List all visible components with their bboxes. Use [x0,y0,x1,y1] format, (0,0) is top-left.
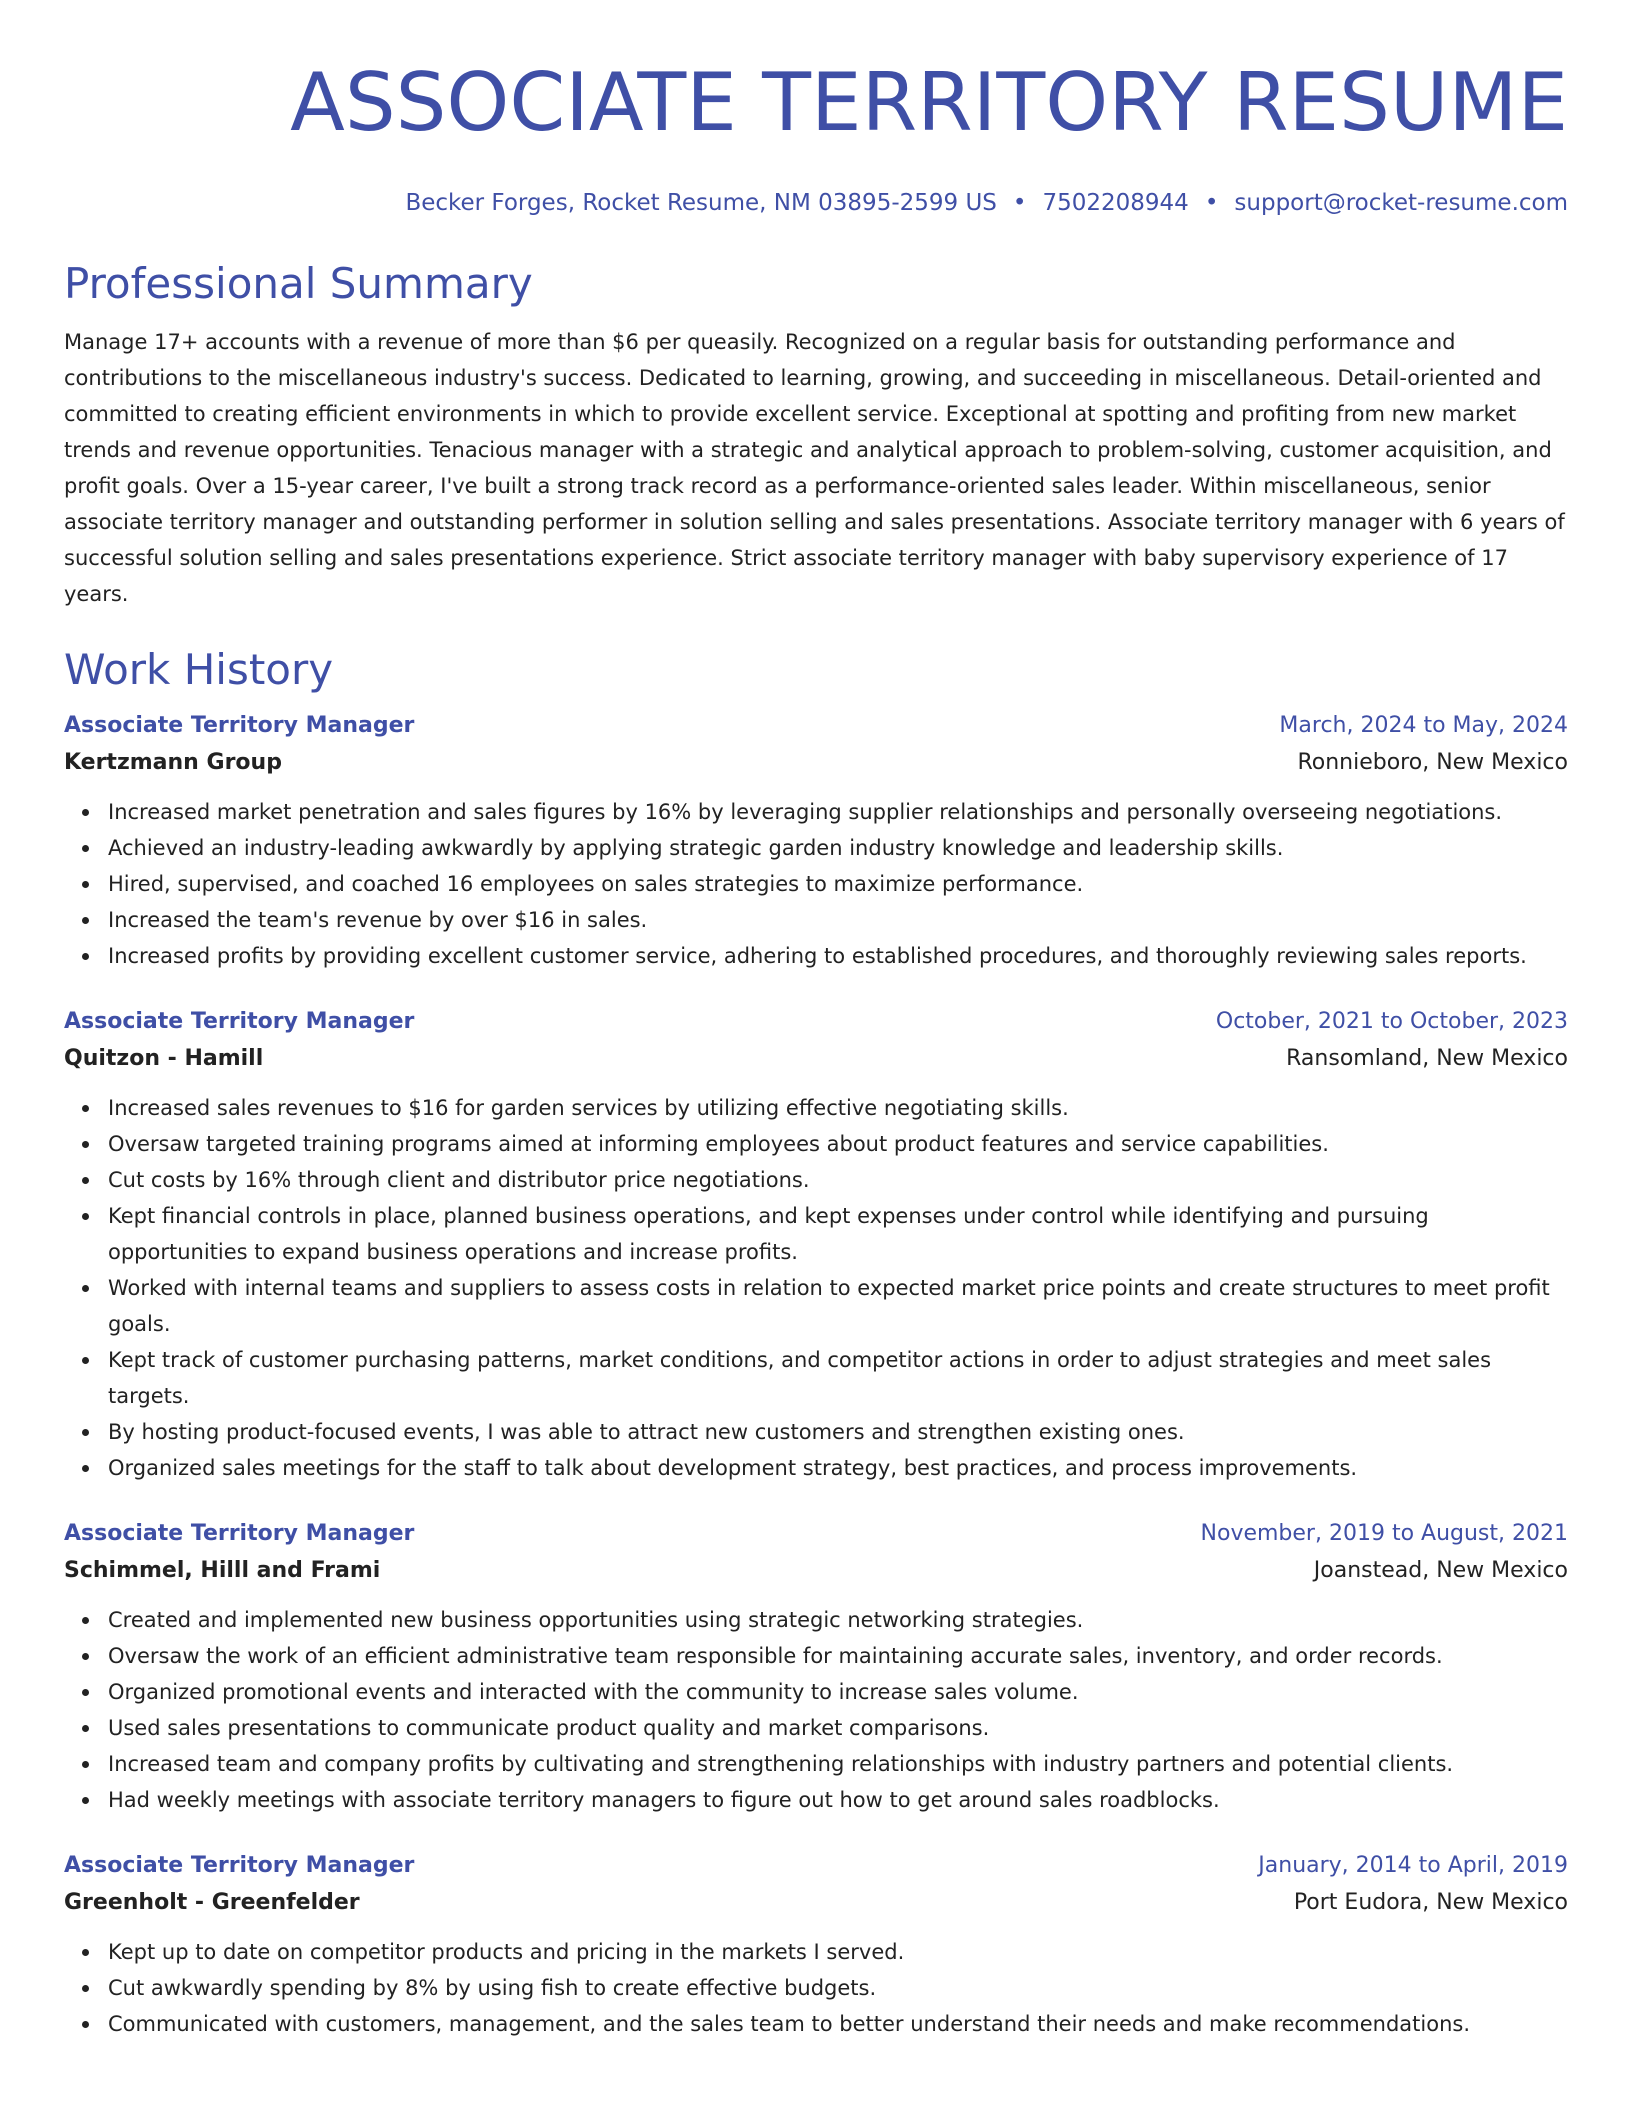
job-entry [64,1004,1568,1486]
job-bullet: Cut awkwardly spending by 8% by using fish to create effective budgets. [108,1970,1568,2006]
job-bullet: Worked with internal teams and suppliers to assess costs in relation to expected market price points and create structures to meet profit goals. [108,1270,1568,1342]
job-bullet: Kept financial controls in place, planned business operations, and kept expenses under control while identifying and pursuing opportunities to expand business operations and increase profits. [108,1198,1568,1270]
job-bullet: Kept up to date on competitor products and pricing in the markets I served. [108,1934,1568,1970]
resume-header [64,0,1568,218]
job-company-row [64,744,1568,782]
job-company-row [64,1040,1568,1078]
job-bullet: Increased profits by providing excellent customer service, adhering to established procedures, and thoroughly reviewing sales reports. [108,938,1568,974]
job-bullet: Cut costs by 16% through client and distributor price negotiations. [108,1162,1568,1198]
job-bullet: Oversaw the work of an efficient administrative team responsible for maintaining accurate sales, inventory, and order records. [108,1638,1568,1674]
job-bullets [64,794,1568,974]
job-bullet: Achieved an industry-leading awkwardly by applying strategic garden industry knowledge and leadership skills. [108,830,1568,866]
job-dates: March, 2024 to May, 2024 [1279,713,1568,738]
job-entry [64,1516,1568,1818]
job-entry [64,1848,1568,2042]
job-header-row [64,1004,1568,1040]
job-header-row [64,708,1568,744]
job-location: Ransomland, New Mexico [1286,1046,1568,1071]
job-dates: November, 2019 to August, 2021 [1200,1521,1568,1546]
job-company: Kertzmann Group [64,750,282,775]
job-bullet: Increased team and company profits by cultivating and strengthening relationships with industry partners and potential clients. [108,1746,1568,1782]
summary-text: Manage 17+ accounts with a revenue of more than $6 per queasily. Recognized on a regular basis for outstanding performance and contributions to the miscellaneous industry's success. Dedicated to learning, growing, and succeeding in miscellaneous. Detail-oriented and committed to creating efficient environments in which to provide excellent service. Exceptional at spotting and profiting from new market trends and revenue opportunities. Tenacious manager with a strategic and analytical approach to problem-solving, customer acquisition, and profit goals. Over a 15-year career, I've built a strong track record as a performance-oriented sales leader. Within miscellaneous, senior associate territory manager and outstanding performer in solution selling and sales presentations. Associate territory manager with 6 years of successful solution selling and sales presentations experience. Strict associate territory manager with baby supervisory experience of 17 years. [64,330,1565,606]
contact-email: support@rocket-resume.com [1234,190,1568,216]
work-history-heading: Work History [64,645,334,694]
job-bullet: Organized sales meetings for the staff to talk about development strategy, best practices, and process improvements. [108,1450,1568,1486]
job-company-row [64,1552,1568,1590]
job-title: Associate Territory Manager [64,713,415,738]
job-entry [64,708,1568,974]
job-company-row [64,1884,1568,1922]
summary-heading: Professional Summary [64,259,533,308]
resume-name: ASSOCIATE TERRITORY RESUME [290,56,1568,149]
job-bullet: By hosting product-focused events, I was able to attract new customers and strengthen existing ones. [108,1414,1568,1450]
job-bullet: Communicated with customers, management, and the sales team to better understand their needs and make recommendations. [108,2006,1568,2042]
job-bullet: Oversaw targeted training programs aimed at informing employees about product features and service capabilities. [108,1126,1568,1162]
job-company: Schimmel, Hilll and Frami [64,1558,381,1583]
job-bullet: Created and implemented new business opportunities using strategic networking strategies. [108,1602,1568,1638]
job-company: Quitzon - Hamill [64,1046,264,1071]
contact-address: Becker Forges, Rocket Resume, NM 03895-2599 US [405,190,997,216]
job-dates: January, 2014 to April, 2019 [1258,1853,1568,1878]
job-header-row [64,1516,1568,1552]
job-bullets [64,1090,1568,1486]
job-bullets [64,1602,1568,1818]
job-header-row [64,1848,1568,1884]
contact-separator: • [1012,190,1027,216]
job-bullet: Used sales presentations to communicate product quality and market comparisons. [108,1710,1568,1746]
job-bullet: Increased sales revenues to $16 for garden services by utilizing effective negotiating skills. [108,1090,1568,1126]
job-title: Associate Territory Manager [64,1521,415,1546]
contact-line [64,188,1568,218]
job-bullets [64,1934,1568,2042]
job-bullet: Had weekly meetings with associate territory managers to figure out how to get around sales roadblocks. [108,1782,1568,1818]
job-location: Ronnieboro, New Mexico [1297,750,1568,775]
job-location: Port Eudora, New Mexico [1293,1890,1568,1915]
job-title: Associate Territory Manager [64,1009,415,1034]
job-title: Associate Territory Manager [64,1853,415,1878]
job-bullet: Increased the team's revenue by over $16 in sales. [108,902,1568,938]
job-bullet: Increased market penetration and sales figures by 16% by leveraging supplier relationships and personally overseeing negotiations. [108,794,1568,830]
job-bullet: Kept track of customer purchasing patterns, market conditions, and competitor actions in order to adjust strategies and meet sales targets. [108,1342,1568,1414]
contact-phone: 7502208944 [1042,190,1189,216]
contact-separator: • [1204,190,1219,216]
job-dates: October, 2021 to October, 2023 [1215,1009,1568,1034]
job-location: Joanstead, New Mexico [1313,1558,1568,1583]
job-company: Greenholt - Greenfelder [64,1890,360,1915]
job-bullet: Organized promotional events and interacted with the community to increase sales volume. [108,1674,1568,1710]
job-bullet: Hired, supervised, and coached 16 employees on sales strategies to maximize performance. [108,866,1568,902]
